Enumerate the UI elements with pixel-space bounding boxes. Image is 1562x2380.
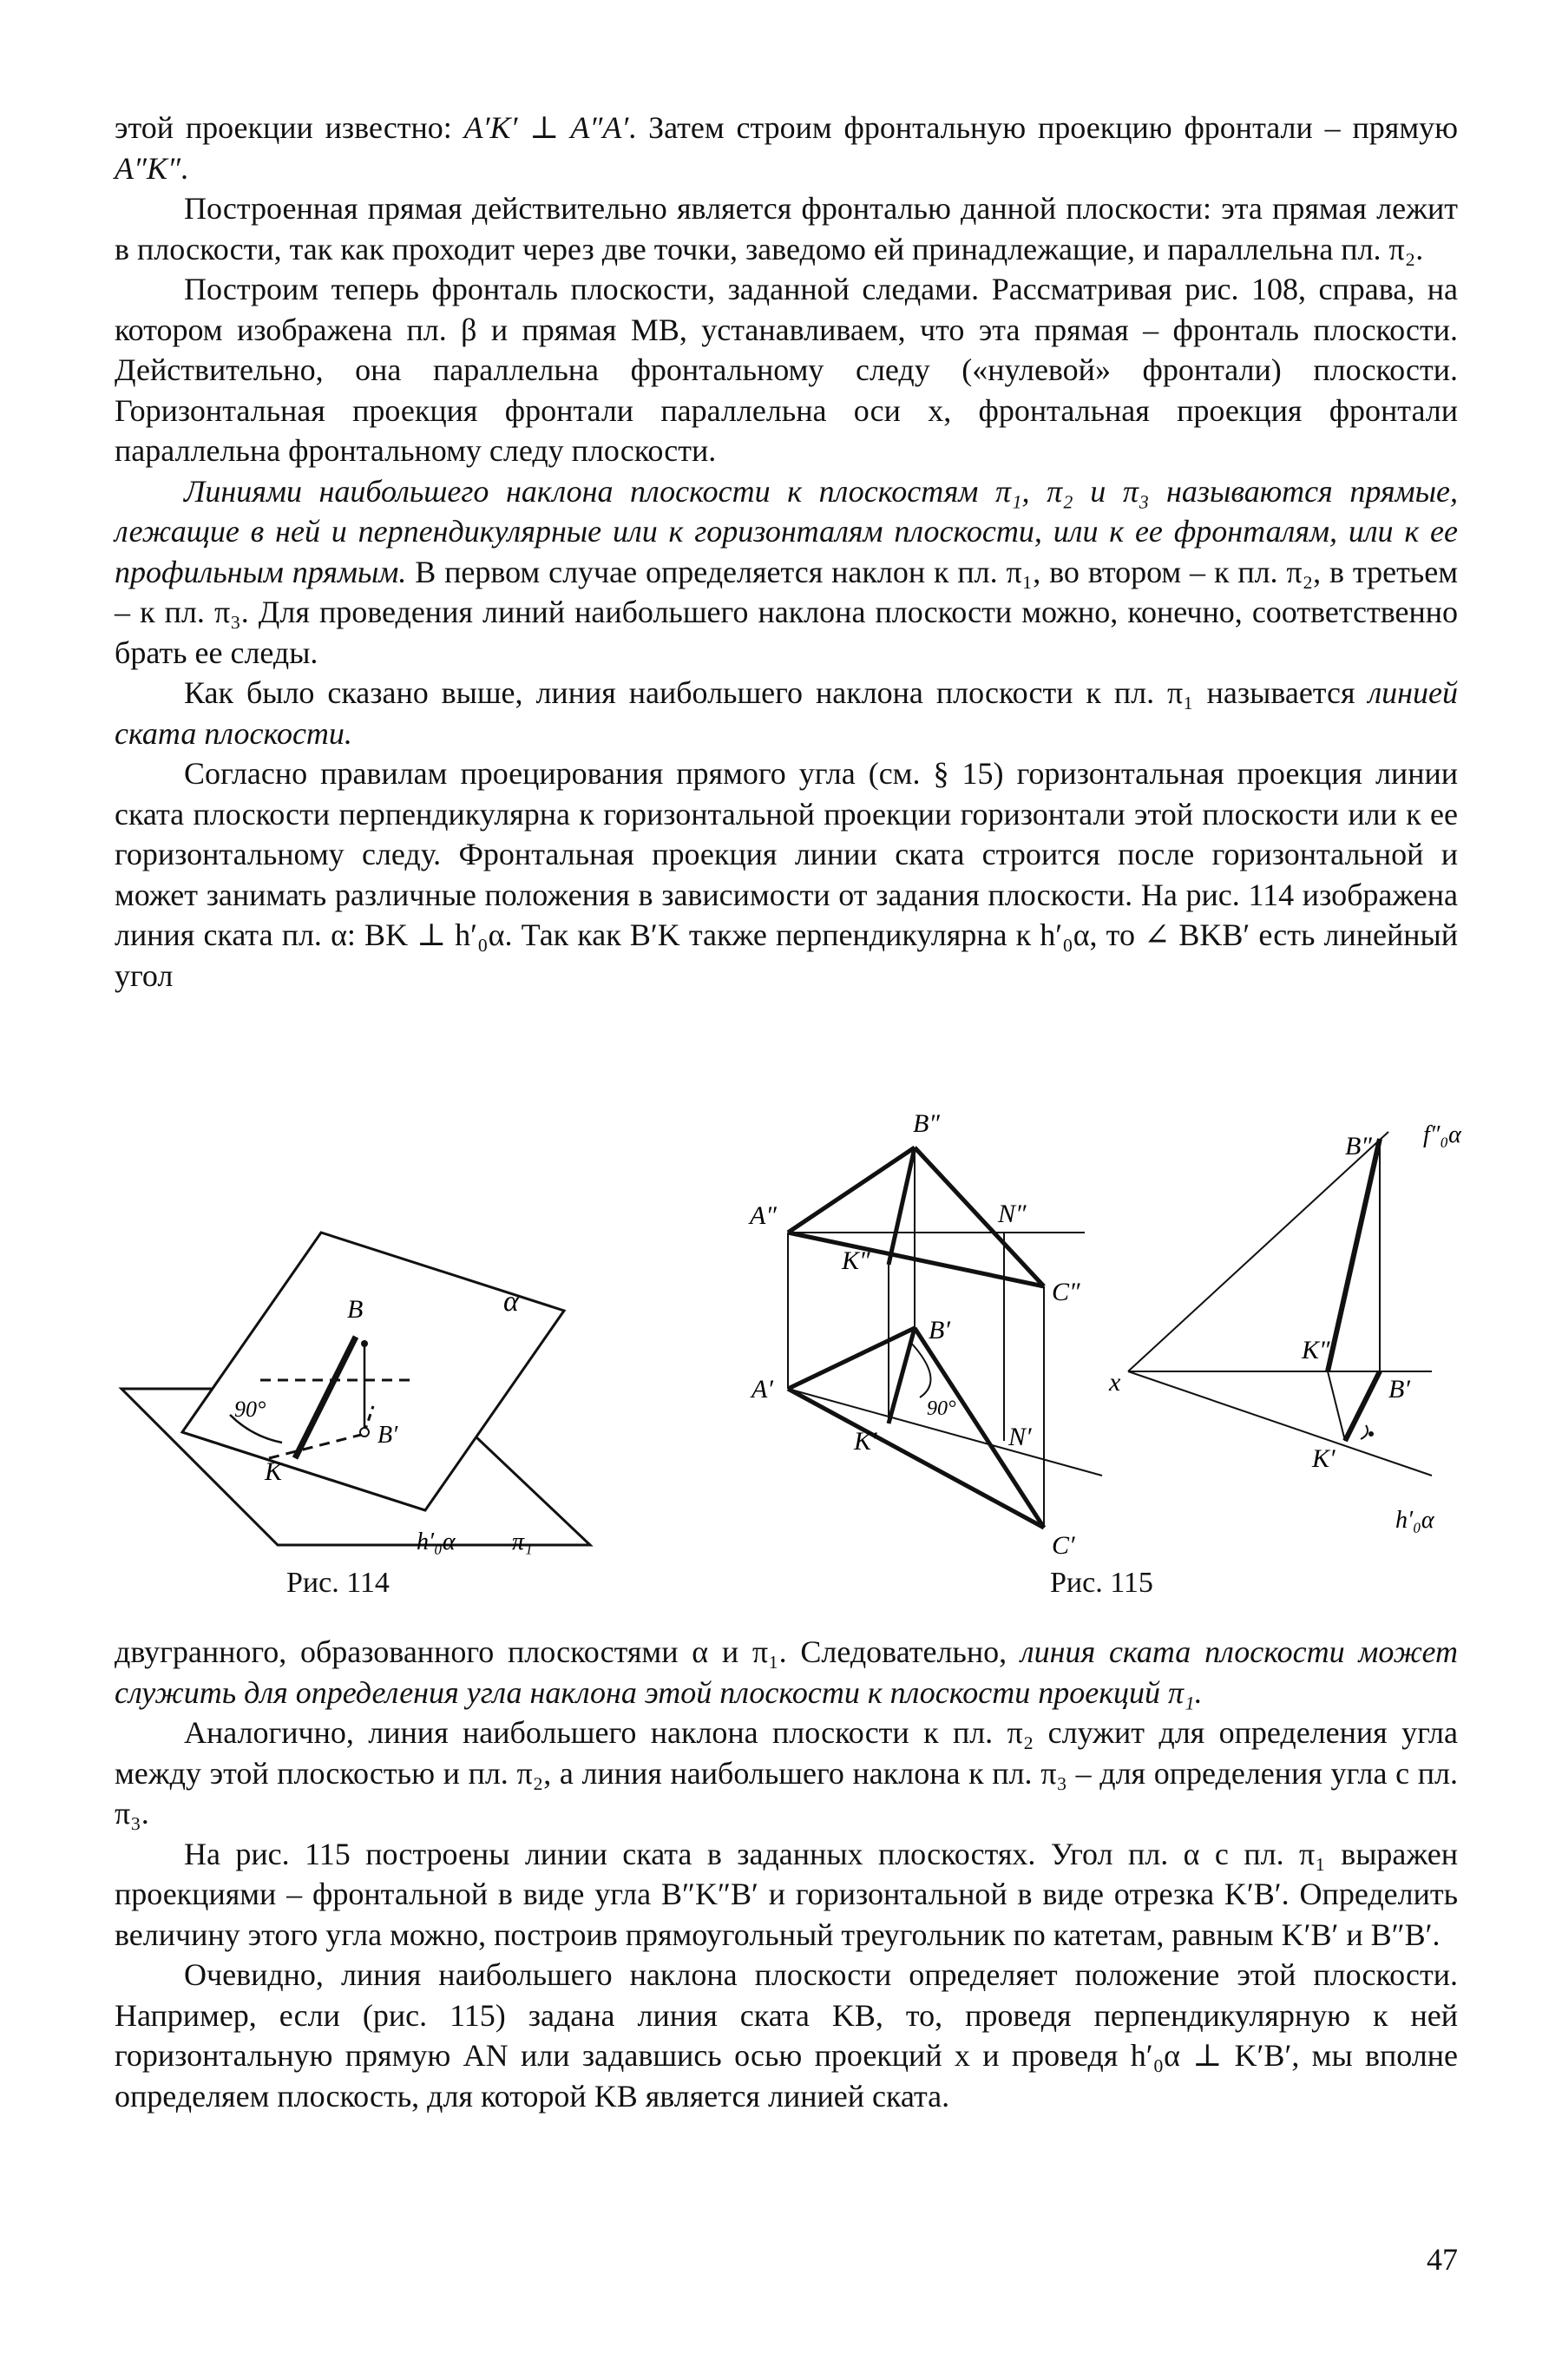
label-B-prime: B′ (377, 1422, 398, 1449)
label-right-h0a: h′₀α (1395, 1507, 1434, 1534)
page-number: 47 (1427, 2242, 1458, 2277)
label-90-deg: 90° (234, 1397, 266, 1422)
label-90-deg-115: 90° (927, 1397, 956, 1420)
paragraph-10: Очевидно, линия наибольшего наклона плоскости определяет положение этой плоскости. Например, если (рис. 115) задана линия ската KB, то, проведя перпендикулярную к ней горизонтальную прямую AN или задавшись осью проекций x и проведя h′₀α ⊥ K′B′, мы вполне определяем плоскость, для которой KB является линией ската. (115, 1957, 1458, 2114)
plane-alpha (182, 1233, 564, 1510)
label-K: K (265, 1457, 283, 1486)
paragraph-3: Построим теперь фронталь плоскости, заданной следами. Рассматривая рис. 108, справа, на котором изображена пл. β и прямая MB, устанавливаем, что эта прямая – фронталь плоскости. Действительно, она параллельна фронтальному следу («нулевой» фронтали) плоскости. Горизонтальная проекция фронтали параллельна оси x, фронтальная проекция фронтали параллельна фронтальному следу плоскости. (115, 272, 1458, 468)
figure-114-drawing (113, 1215, 599, 1580)
label-B1: B′ (929, 1316, 950, 1345)
label-f0a: f″₀α (1423, 1121, 1461, 1148)
label-h0a: h′₀α (417, 1529, 456, 1555)
label-B2: B″ (913, 1111, 940, 1138)
paragraph-2: Построенная прямая действительно является фронталью данной плоскости: эта прямая лежит в плоскости, так как проходит через две точки, заведомо ей принадлежащие, и параллельна пл. π₂. (115, 191, 1458, 266)
label-N1: N′ (1008, 1423, 1032, 1451)
label-right-K2: K″ (1302, 1336, 1330, 1364)
caption-fig-114: Рис. 114 (286, 1567, 390, 1599)
paragraph-7: двугранного, образованного плоскостями α и π₁. Следовательно, линия ската плоскости может служить для определения угла наклона этой плоскости к плоскости проекций π₁. (115, 1634, 1458, 1710)
label-C1: C′ (1052, 1531, 1075, 1560)
label-x: x (1109, 1368, 1121, 1397)
caption-fig-115: Рис. 115 (1050, 1567, 1153, 1599)
label-pi1: π₁ (512, 1529, 533, 1555)
figure-114 (113, 1215, 599, 1597)
bottom-text-block (115, 1632, 1458, 2116)
label-alpha: α (503, 1285, 519, 1318)
label-K2: K″ (842, 1246, 870, 1275)
figure-115-drawing (746, 1111, 1493, 1562)
label-C2: C″ (1052, 1278, 1080, 1306)
label-right-B1: B′ (1388, 1375, 1410, 1404)
label-A1: A′ (751, 1375, 773, 1404)
paragraph-1: этой проекции известно: A′K′ ⊥ A″A′. Затем строим фронтальную проекцию фронтали – прямую A″K″. (115, 110, 1458, 186)
label-right-B2: B″ (1345, 1132, 1372, 1160)
figure-115 (746, 1111, 1493, 1597)
top-text-block (115, 108, 1458, 996)
paragraph-6: Согласно правилам проецирования прямого угла (см. § 15) горизонтальная проекция линии ската плоскости перпендикулярна к горизонтальной проекции горизонтали этой плоскости или к ее горизонтальному следу. Фронтальная проекция линии ската строится после горизонтальной и может занимать различные положения в зависимости от задания плоскости. На рис. 114 изображена линия ската пл. α: BK ⊥ h′₀α. Так как B′K также перпендикулярна к h′₀α, то ∠ BKB′ есть линейный угол (115, 756, 1458, 993)
label-B: B (347, 1295, 364, 1324)
paragraph-4: Линиями наибольшего наклона плоскости к плоскостям π₁, π₂ и π₃ называются прямые, лежащие в ней и перпендикулярные или к горизонталям плоскости, или к ее фронталям, или к ее профильным прямым. В первом случае определяется наклон к пл. π₁, во втором – к пл. π₂, в третьем – к пл. π₃. Для проведения линий наибольшего наклона плоскости можно, конечно, соответственно брать ее следы. (115, 473, 1458, 670)
label-K1: K′ (854, 1427, 877, 1456)
paragraph-8: Аналогично, линия наибольшего наклона плоскости к пл. π₂ служит для определения угла между этой плоскостью и пл. π₂, а линия наибольшего наклона к пл. π₃ – для определения угла с пл. π₃. (115, 1715, 1458, 1831)
paragraph-5: Как было сказано выше, линия наибольшего наклона плоскости к пл. π₁ называется линией ската плоскости. (115, 675, 1458, 751)
label-A2: A″ (750, 1201, 777, 1230)
label-N2: N″ (998, 1200, 1027, 1228)
label-right-K1: K′ (1312, 1444, 1336, 1473)
paragraph-9: На рис. 115 построены линии ската в заданных плоскостях. Угол пл. α с пл. π₁ выражен проекциями – фронтальной в виде угла B″K″B′ и горизонтальной в виде отрезка K′B′. Определить величину этого угла можно, построив прямоугольный треугольник по катетам, равным K′B′ и B″B′. (115, 1836, 1458, 1952)
